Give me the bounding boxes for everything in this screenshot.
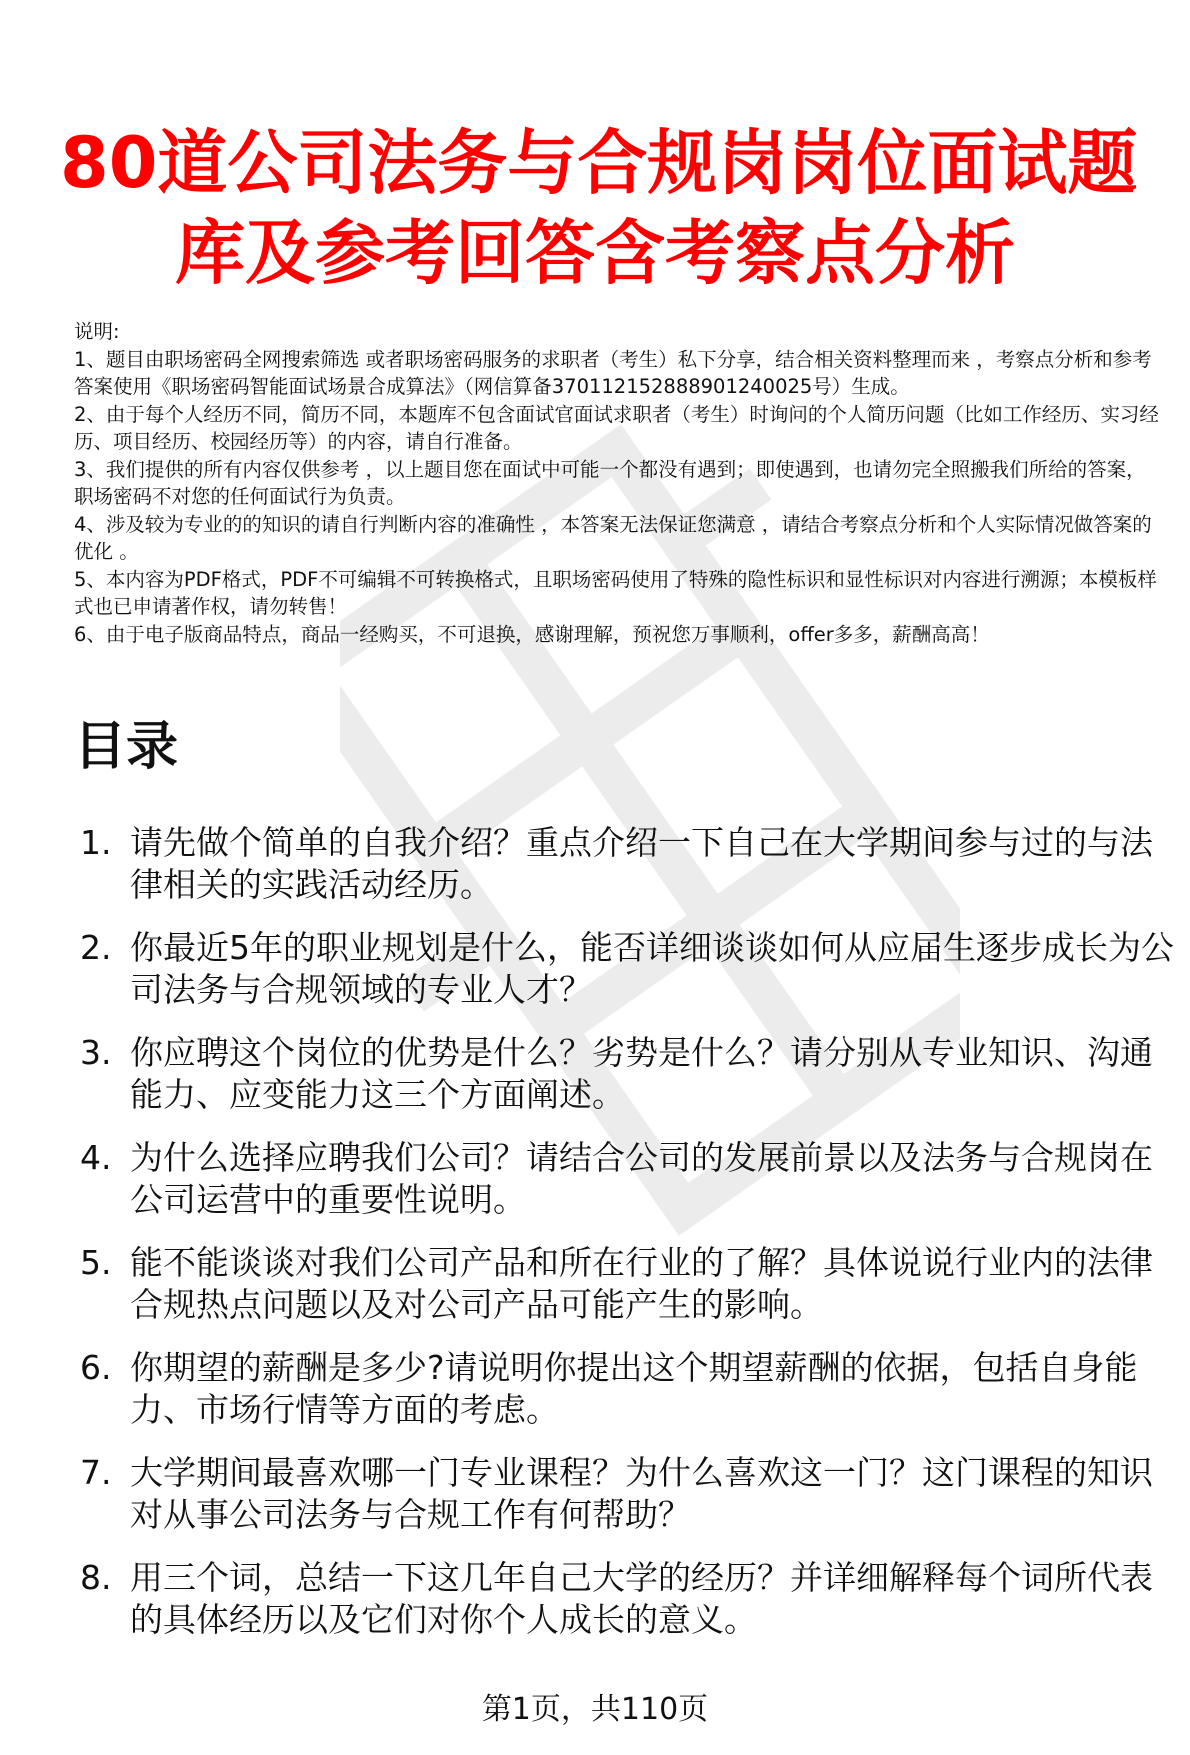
toc-item-text: 为什么选择应聘我们公司？请结合公司的发展前景以及法务与合规岗在公司运营中的重要性说明。 [130, 1138, 1153, 1219]
toc-item-number: 1. [80, 823, 112, 862]
toc-item-number: 7. [80, 1453, 112, 1492]
toc-item-number: 8. [80, 1558, 112, 1597]
toc-heading: 目录 [74, 717, 179, 777]
toc-item[interactable] [74, 1242, 1174, 1326]
note-item-6: 6、由于电子版商品特点，商品一经购买，不可退换，感谢理解，预祝您万事顺利，offer多多，薪酬高高！ [74, 622, 990, 646]
title-line-2: 库及参考回答含考察点分析 [175, 212, 1015, 294]
note-item-2: 2、由于每个人经历不同，简历不同，本题库不包含面试官面试求职者（考生）时询问的个人简历问题（比如工作经历、实习经历、项目经历、校园经历等）的内容，请自行准备。 [74, 402, 1159, 453]
toc-item[interactable] [74, 1452, 1174, 1536]
instructions-block [74, 318, 1164, 648]
toc-item-text: 大学期间最喜欢哪一门专业课程？为什么喜欢这一门？这门课程的知识对从事公司法务与合规工作有何帮助？ [130, 1453, 1153, 1534]
page-number: 第1页，共110页 [481, 1692, 709, 1727]
toc-item[interactable] [74, 1137, 1174, 1221]
notes-heading: 说明: [74, 320, 120, 343]
toc-item-number: 6. [80, 1348, 112, 1387]
toc-item-text: 你应聘这个岗位的优势是什么？劣势是什么？请分别从专业知识、沟通能力、应变能力这三个方面阐述。 [130, 1033, 1153, 1114]
toc-item-text: 你最近5年的职业规划是什么，能否详细谈谈如何从应届生逐步成长为公司法务与合规领域的专业人才？ [130, 928, 1174, 1009]
toc-item-number: 4. [80, 1138, 112, 1177]
toc-item-text: 能不能谈谈对我们公司产品和所在行业的了解？具体说说行业内的法律合规热点问题以及对公司产品可能产生的影响。 [130, 1243, 1153, 1324]
toc-item-number: 2. [80, 928, 112, 967]
toc-item[interactable] [74, 1557, 1174, 1641]
toc-item-number: 5. [80, 1243, 112, 1282]
toc-item[interactable] [74, 822, 1174, 906]
toc-item-text: 你期望的薪酬是多少?请说明你提出这个期望薪酬的依据，包括自身能力、市场行情等方面的考虑。 [130, 1348, 1138, 1429]
note-item-4: 4、涉及较为专业的的知识的请自行判断内容的准确性 ，本答案无法保证您满意 ，请结合考察点分析和个人实际情况做答案的优化 。 [74, 512, 1152, 563]
document-title [60, 118, 1138, 298]
toc-item-text: 请先做个简单的自我介绍？重点介绍一下自己在大学期间参与过的与法律相关的实践活动经历。 [130, 823, 1153, 904]
toc-item[interactable] [74, 1032, 1174, 1116]
note-item-3: 3、我们提供的所有内容仅供参考 ，以上题目您在面试中可能一个都没有遇到；即使遇到，也请勿完全照搬我们所给的答案，职场密码不对您的任何面试行为负责。 [74, 457, 1146, 508]
toc-item-text: 用三个词，总结一下这几年自己大学的经历？并详细解释每个词所代表的具体经历以及它们对你个人成长的意义。 [130, 1558, 1153, 1639]
toc-item-number: 3. [80, 1033, 112, 1072]
toc-item[interactable] [74, 927, 1174, 1011]
toc-list [74, 822, 1174, 1662]
toc-item[interactable] [74, 1347, 1174, 1431]
note-item-1: 1、题目由职场密码全网搜索筛选 或者职场密码服务的求职者（考生）私下分享，结合相关资料整理而来 ，考察点分析和参考答案使用《职场密码智能面试场景合成算法》（网信算备370112152888901240025号）生成。 [74, 347, 1152, 398]
title-line-1: 80道公司法务与合规岗岗位面试题 [60, 122, 1138, 204]
note-item-5: 5、本内容为PDF格式，PDF不可编辑不可转换格式，且职场密码使用了特殊的隐性标识和显性标识对内容进行溯源；本模板样式也已申请著作权，请勿转售！ [74, 567, 1157, 618]
